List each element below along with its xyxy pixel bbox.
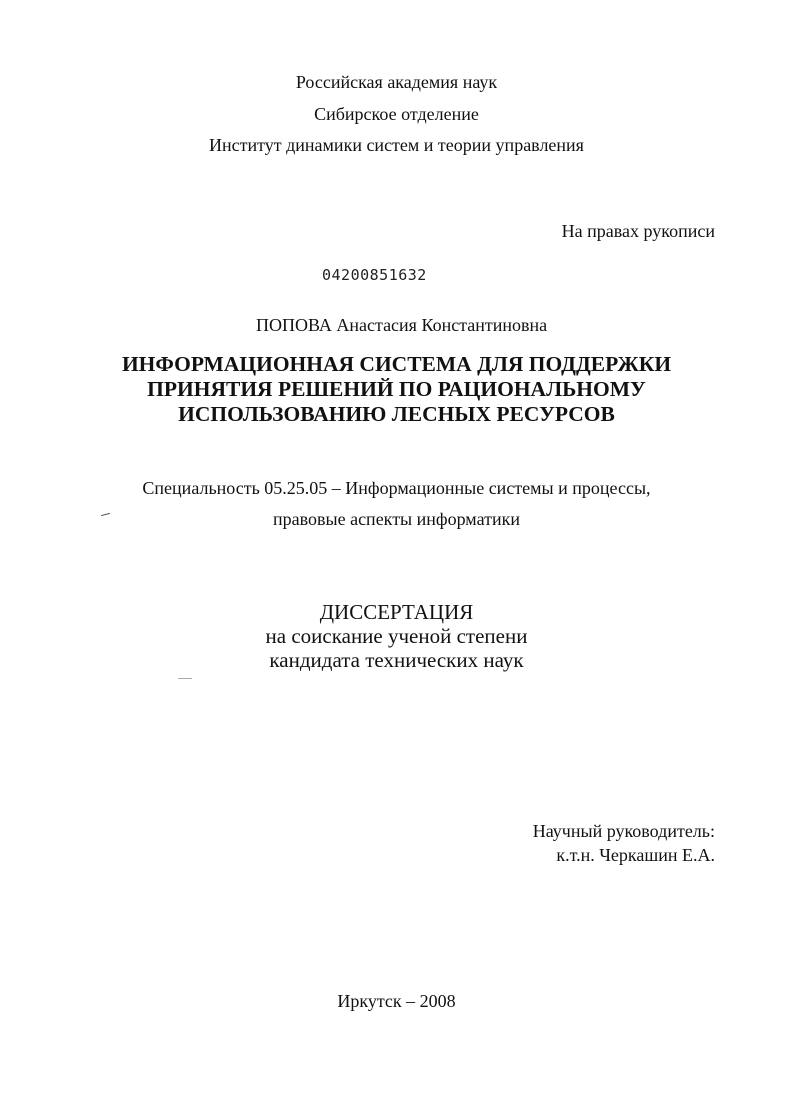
- title-line-1: ИНФОРМАЦИОННАЯ СИСТЕМА ДЛЯ ПОДДЕРЖКИ: [121, 352, 672, 376]
- rights-note: На правах рукописи: [561, 221, 715, 241]
- institute-name: Институт динамики систем и теории управления: [209, 135, 584, 155]
- dissertation-heading: ДИССЕРТАЦИЯ: [319, 600, 474, 624]
- academy-name: Российская академия наук: [295, 72, 498, 92]
- catalog-code: 04200851632: [322, 266, 427, 284]
- title-line-2: ПРИНЯТИЯ РЕШЕНИЙ ПО РАЦИОНАЛЬНОМУ: [147, 377, 646, 401]
- specialty-line-2: правовые аспекты информатики: [273, 509, 520, 529]
- city-year: Иркутск – 2008: [337, 991, 456, 1011]
- specialty-line-1: Специальность 05.25.05 – Информационные системы и процессы,: [142, 478, 651, 498]
- title-line-3: ИСПОЛЬЗОВАНИЮ ЛЕСНЫХ РЕСУРСОВ: [178, 402, 615, 426]
- author-name: ПОПОВА Анастасия Константиновна: [256, 315, 548, 335]
- dissertation-title: [0, 352, 793, 427]
- supervisor-label: Научный руководитель:: [532, 821, 715, 841]
- degree-line-2: кандидата технических наук: [269, 648, 524, 672]
- dissertation-block: [0, 600, 793, 672]
- supervisor-name: к.т.н. Черкашин Е.А.: [556, 845, 715, 865]
- degree-line-1: на соискание ученой степени: [265, 624, 528, 648]
- scan-mark: [178, 678, 192, 679]
- branch-name: Сибирское отделение: [314, 104, 479, 124]
